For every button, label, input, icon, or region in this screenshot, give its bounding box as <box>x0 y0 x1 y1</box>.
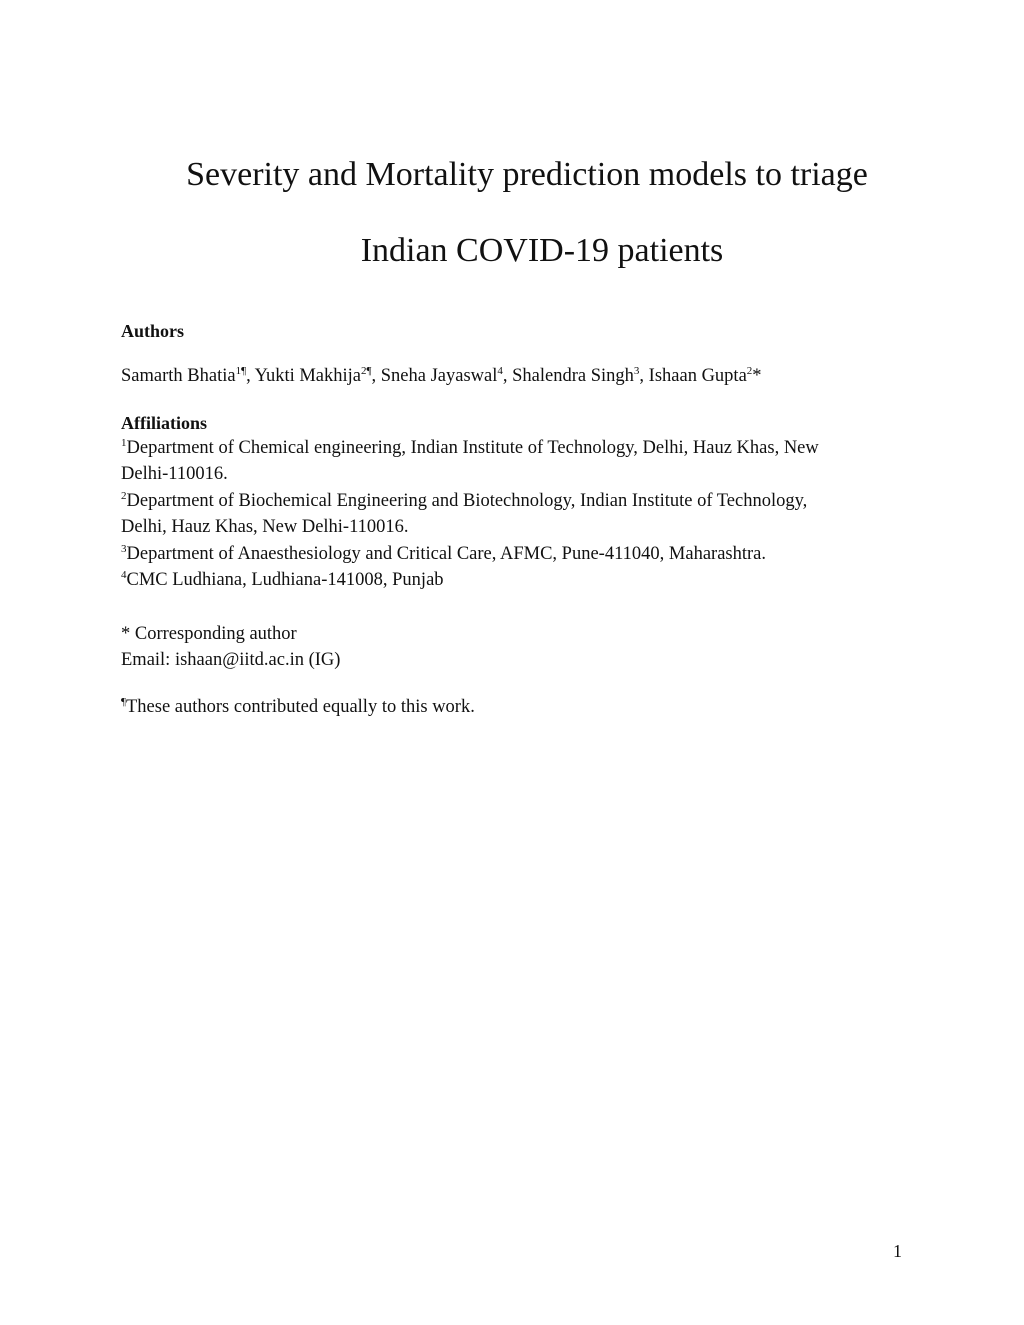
author-separator: , <box>371 366 381 386</box>
affiliation-text: Department of Chemical engineering, Indian Institute of Technology, Delhi, Hauz Khas, New <box>126 438 819 458</box>
affiliation-3 <box>121 542 766 566</box>
author-affiliation-mark: 1¶ <box>235 365 247 377</box>
affiliation-mark: 4 <box>121 569 127 581</box>
affiliation-text: Department of Anaesthesiology and Critical Care, AFMC, Pune-411040, Maharashtra. <box>126 544 766 564</box>
author-name: Sneha Jayaswal <box>380 366 498 386</box>
author-name: Yukti Makhija <box>254 366 362 386</box>
author-separator: , <box>639 366 649 386</box>
author-affiliation-mark: 2¶ <box>361 365 372 377</box>
author-name: Shalendra Singh <box>512 366 634 386</box>
author-affiliation-mark: 2 <box>746 365 753 377</box>
paper-title-line-1: Severity and Mortality prediction models to triage <box>186 156 868 193</box>
affiliation-text: CMC Ludhiana, Ludhiana-141008, Punjab <box>126 570 444 590</box>
corresponding-author-note: * Corresponding author <box>121 624 297 644</box>
authors-heading: Authors <box>121 321 185 341</box>
author-list <box>121 364 762 388</box>
affiliation-mark: 3 <box>121 543 127 555</box>
affiliation-4 <box>121 568 444 592</box>
equal-contribution-note <box>121 695 475 719</box>
equal-contribution-mark: ¶ <box>121 696 126 708</box>
author-affiliation-mark: 3 <box>633 365 640 377</box>
affiliation-1 <box>121 436 819 460</box>
affiliation-mark: 1 <box>121 437 127 449</box>
affiliations-heading: Affiliations <box>121 413 208 433</box>
affiliation-mark: 2 <box>121 490 127 502</box>
author-name: Ishaan Gupta <box>648 366 747 386</box>
page-number: 1 <box>893 1241 902 1261</box>
affiliation-1-continued: Delhi-110016. <box>121 464 228 484</box>
corresponding-asterisk: * <box>752 366 762 386</box>
affiliation-2 <box>121 489 807 513</box>
affiliation-text: Department of Biochemical Engineering and Biotechnology, Indian Institute of Technology, <box>126 491 808 511</box>
corresponding-email: Email: ishaan@iitd.ac.in (IG) <box>121 650 341 670</box>
author-name: Samarth Bhatia <box>121 366 236 386</box>
author-affiliation-mark: 4 <box>497 365 503 377</box>
author-separator: , <box>246 366 255 386</box>
author-separator: , <box>502 366 513 386</box>
affiliation-2-continued: Delhi, Hauz Khas, New Delhi-110016. <box>121 517 409 537</box>
equal-contribution-text: These authors contributed equally to this work. <box>125 697 475 717</box>
paper-title-line-2: Indian COVID-19 patients <box>360 232 724 269</box>
